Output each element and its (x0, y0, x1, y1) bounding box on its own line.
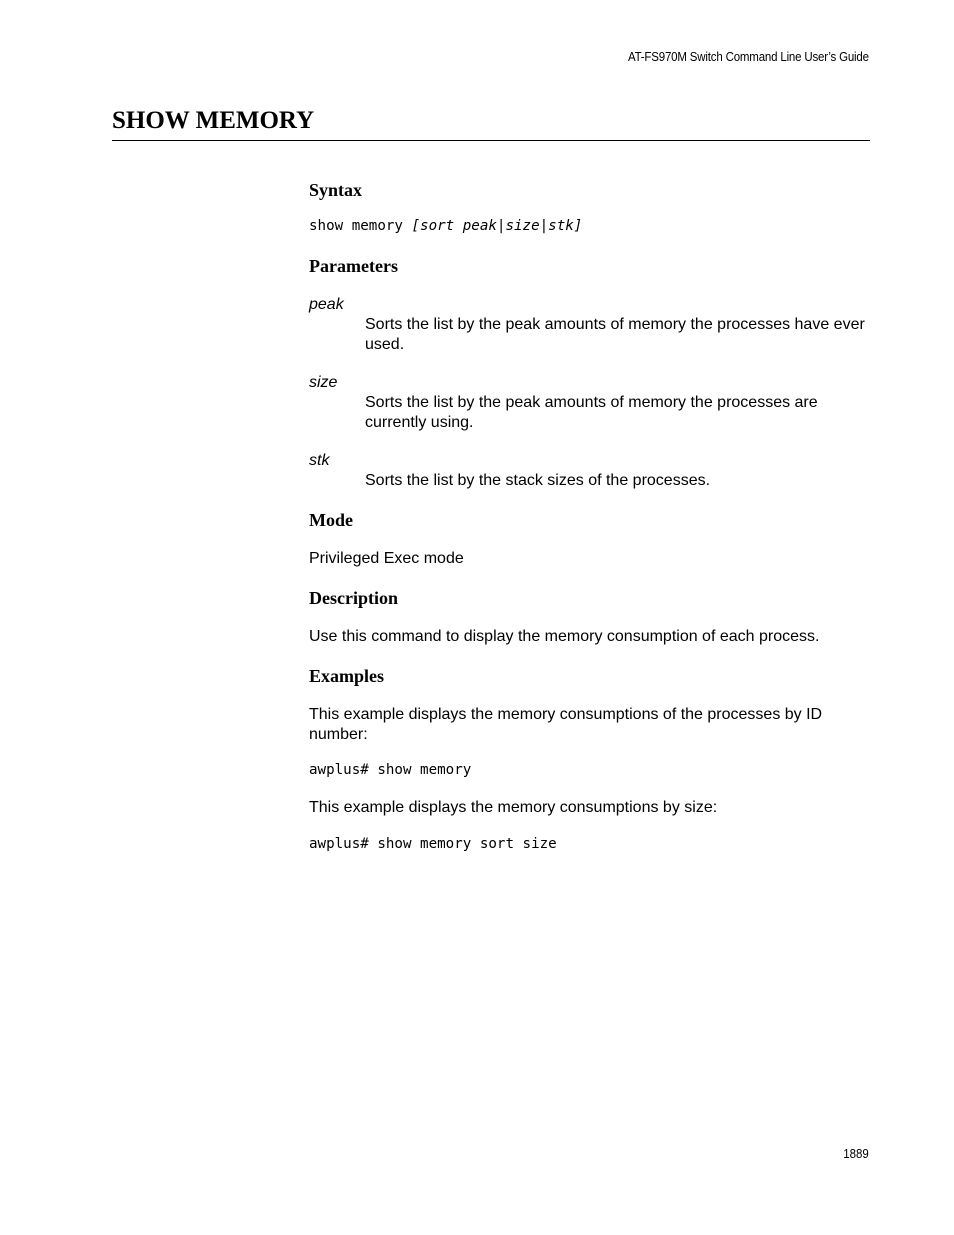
param-name-peak: peak (309, 296, 344, 313)
syntax-command (309, 217, 582, 235)
running-header: AT-FS970M Switch Command Line User’s Guide (628, 50, 869, 64)
param-desc-size: Sorts the list by the peak amounts of memory the processes are currently using. (365, 394, 818, 431)
mode-text: Privileged Exec mode (309, 550, 464, 567)
syntax-options: [sort peak|size|stk] (411, 218, 583, 234)
mode-heading: Mode (309, 510, 353, 530)
syntax-command-text: show memory (309, 218, 412, 234)
parameters-heading: Parameters (309, 256, 398, 276)
param-name-stk: stk (309, 452, 330, 469)
example-text-1: This example displays the memory consumptions of the processes by ID number: (309, 706, 823, 743)
page-title: SHOW MEMORY (112, 107, 315, 134)
syntax-heading: Syntax (309, 180, 363, 200)
example-text-2: This example displays the memory consumptions by size: (309, 799, 718, 816)
example-command-2: awplus# show memory sort size (309, 836, 557, 852)
description-heading: Description (309, 588, 398, 608)
param-desc-stk: Sorts the list by the stack sizes of the processes. (365, 472, 711, 489)
title-rule (112, 140, 870, 141)
description-text: Use this command to display the memory consumption of each process. (309, 628, 820, 645)
param-name-size: size (309, 374, 338, 391)
param-desc-peak: Sorts the list by the peak amounts of memory the processes have ever used. (365, 316, 865, 353)
example-command-1: awplus# show memory (309, 762, 472, 778)
page-number: 1889 (843, 1147, 869, 1161)
examples-heading: Examples (309, 666, 385, 686)
